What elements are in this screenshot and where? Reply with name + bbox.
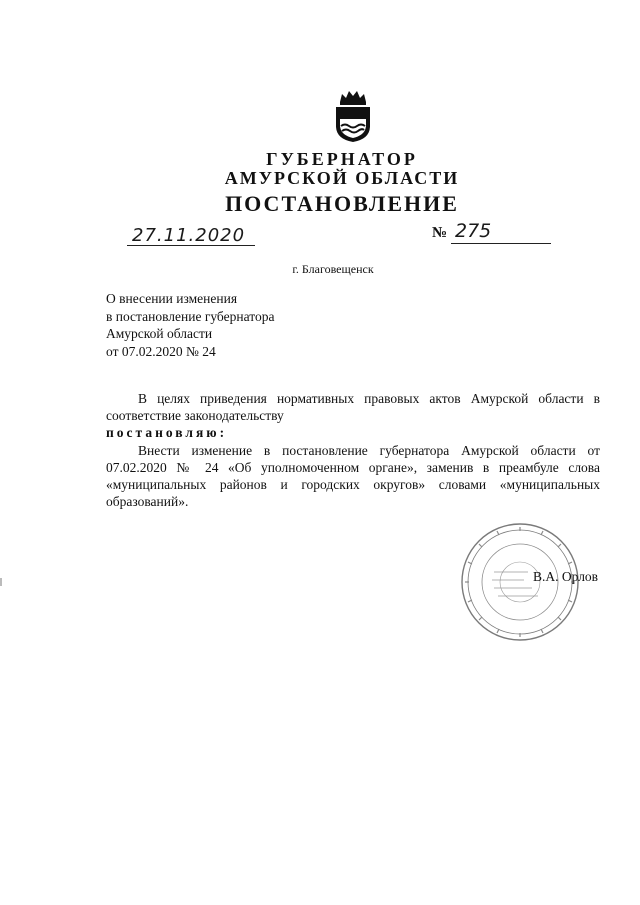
signatory-name: В.А. Орлов	[533, 569, 599, 584]
preamble-paragraph	[106, 390, 600, 424]
subject-line: О внесении изменения	[106, 291, 238, 306]
document-subject	[106, 290, 274, 360]
preamble-text: В целях приведения нормативных правовых актов Амурской области в соответствие законодательству	[106, 391, 600, 423]
document-type-title: ПОСТАНОВЛЕНИЕ	[225, 191, 459, 216]
governor-title: ГУБЕРНАТОР	[266, 149, 418, 169]
region-title: АМУРСКОЙ ОБЛАСТИ	[224, 168, 460, 188]
coat-of-arms-icon	[330, 88, 376, 144]
handwritten-date: 27.11.2020	[132, 225, 246, 246]
subject-line: Амурской области	[106, 326, 213, 341]
subject-line: в постановление губернатора	[106, 308, 275, 324]
city-label: г. Благовещенск	[292, 262, 374, 276]
decision-paragraph	[106, 442, 600, 510]
scan-mark	[0, 578, 2, 586]
date-underline	[127, 245, 255, 246]
decree-word: постановляю:	[106, 425, 228, 440]
number-underline	[451, 243, 551, 244]
document-date-field	[127, 225, 255, 251]
subject-line: от 07.02.2020 № 24	[106, 343, 216, 359]
decision-text: Внести изменение в постановление губернатора Амурской области от 07.02.2020 № 24 «Об уполномоченном органе», заменив в преамбуле слова «муниципальных районов и городских округов» словами «муниципальных образований».	[106, 443, 600, 509]
number-sign: №	[432, 225, 448, 241]
document-number-field	[451, 220, 551, 246]
handwritten-number: 275	[455, 220, 492, 242]
